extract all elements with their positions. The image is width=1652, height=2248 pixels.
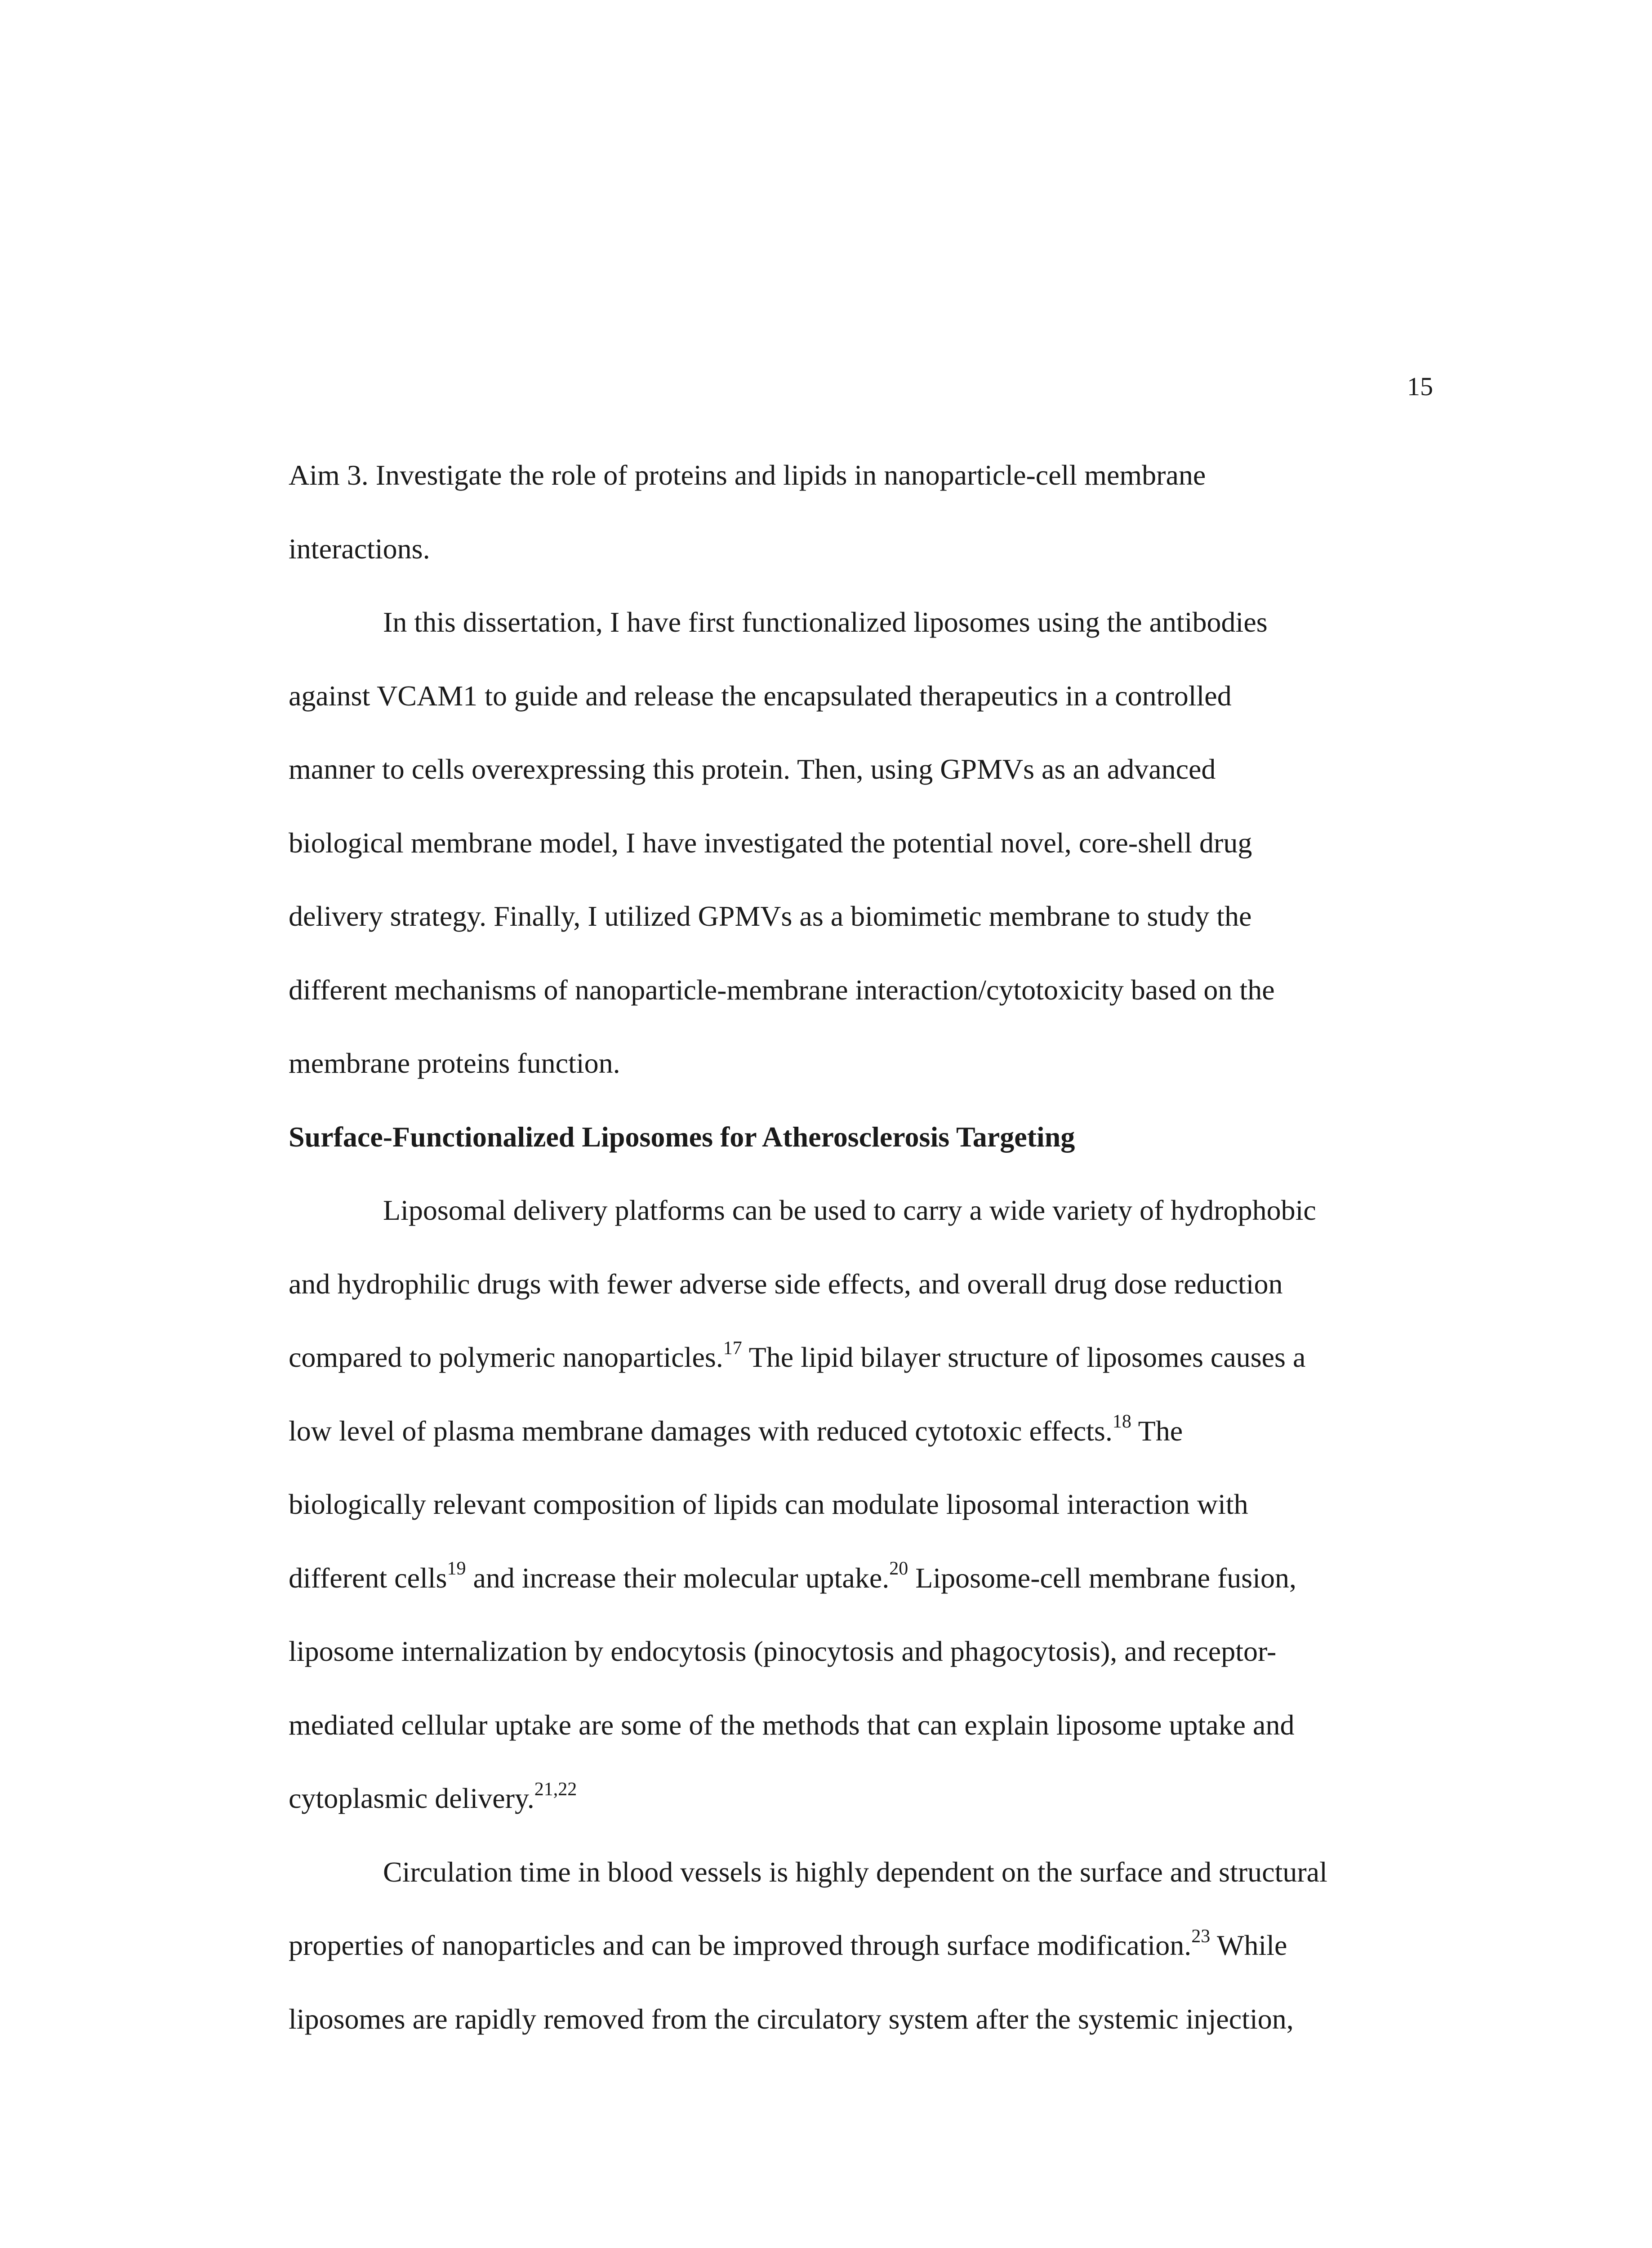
text-line: liposomes are rapidly removed from the circulatory system after the systemic injection, — [289, 2003, 1294, 2035]
text-line: interactions. — [289, 532, 430, 565]
text-line: biological membrane model, I have investigated the potential novel, core-shell drug — [289, 826, 1252, 859]
text-segment: Liposome-cell membrane fusion, — [908, 1561, 1296, 1594]
text-segment: compared to polymeric nanoparticles. — [289, 1341, 723, 1373]
text-line: In this dissertation, I have first functionalized liposomes using the antibodies — [383, 606, 1268, 638]
text-line: membrane proteins function. — [289, 1047, 620, 1079]
text-line: and hydrophilic drugs with fewer adverse side effects, and overall drug dose reduction — [289, 1267, 1283, 1300]
citation-ref: 21,22 — [534, 1779, 577, 1800]
text-segment: low level of plasma membrane damages with reduced cytotoxic effects. — [289, 1414, 1113, 1447]
text-line — [289, 1541, 1439, 1615]
text-line — [289, 1762, 1439, 1835]
text-line: delivery strategy. Finally, I utilized GPMVs as a biomimetic membrane to study the — [289, 900, 1252, 932]
text-line: different mechanisms of nanoparticle-membrane interaction/cytotoxicity based on the — [289, 973, 1275, 1006]
citation-ref: 20 — [889, 1558, 908, 1579]
citation-ref: 18 — [1112, 1411, 1131, 1432]
citation-ref: 17 — [723, 1338, 742, 1359]
text-segment: different cells — [289, 1561, 447, 1594]
citation-ref: 23 — [1191, 1926, 1211, 1947]
text-line — [289, 1320, 1439, 1394]
text-line: Circulation time in blood vessels is highly dependent on the surface and structural — [383, 1855, 1327, 1888]
text-line: liposome internalization by endocytosis (pinocytosis and phagocytosis), and receptor- — [289, 1635, 1277, 1667]
text-segment: and increase their molecular uptake. — [466, 1561, 890, 1594]
text-segment: While — [1210, 1929, 1287, 1961]
text-line: Liposomal delivery platforms can be used to carry a wide variety of hydrophobic — [383, 1194, 1316, 1226]
citation-ref: 19 — [447, 1558, 466, 1579]
text-segment: The — [1131, 1414, 1183, 1447]
text-segment: The lipid bilayer structure of liposomes causes a — [742, 1341, 1306, 1373]
text-line: mediated cellular uptake are some of the methods that can explain liposome uptake and — [289, 1708, 1295, 1741]
text-line: manner to cells overexpressing this protein. Then, using GPMVs as an advanced — [289, 753, 1216, 785]
text-line — [289, 1394, 1439, 1468]
page-number: 15 — [1407, 372, 1433, 401]
body-text — [289, 438, 1439, 2056]
text-line: against VCAM1 to guide and release the encapsulated therapeutics in a controlled — [289, 679, 1232, 712]
text-line — [289, 1909, 1439, 1982]
text-segment: properties of nanoparticles and can be improved through surface modification. — [289, 1929, 1192, 1961]
text-segment: cytoplasmic delivery. — [289, 1782, 534, 1814]
text-line: biologically relevant composition of lipids can modulate liposomal interaction with — [289, 1488, 1248, 1520]
text-line: Aim 3. Investigate the role of proteins and lipids in nanoparticle-cell membrane — [289, 459, 1206, 491]
section-heading: Surface-Functionalized Liposomes for Atherosclerosis Targeting — [289, 1120, 1075, 1153]
